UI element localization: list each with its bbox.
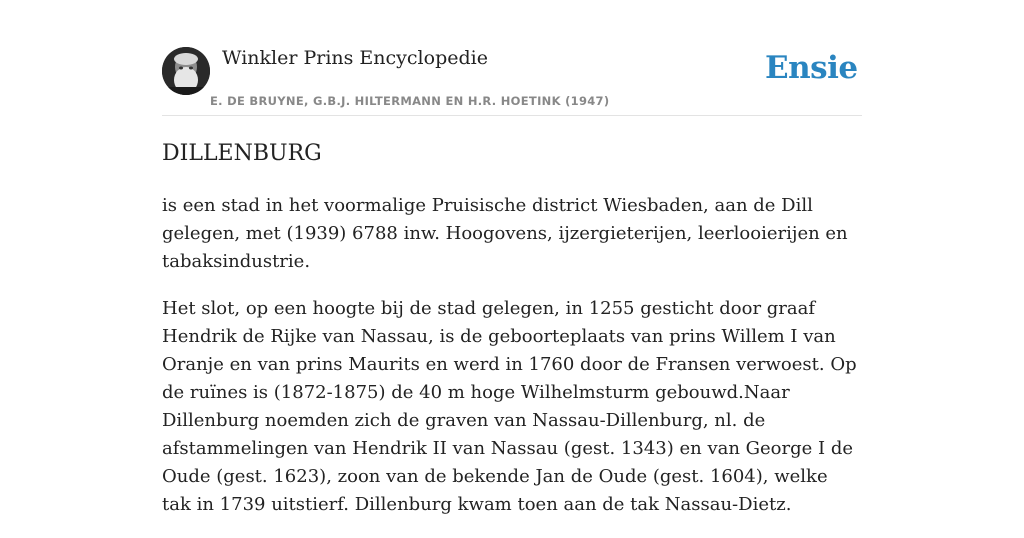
publication-title[interactable]: Winkler Prins Encyclopedie [222, 47, 488, 69]
article-headword: DILLENBURG [162, 141, 322, 166]
article-body [162, 192, 862, 538]
brand-logo[interactable]: Ensie [765, 50, 858, 86]
header-divider [162, 115, 862, 116]
author-portrait-avatar [162, 47, 210, 95]
author-portrait-icon [162, 47, 210, 95]
authors-line: E. DE BRUYNE, G.B.J. HILTERMANN EN H.R. HOETINK (1947) [210, 94, 610, 108]
article-paragraph: Het slot, op een hoogte bij de stad gelegen, in 1255 gesticht door graaf Hendrik de Rijke van Nassau, is de geboorteplaats van prins Willem I van Oranje en van prins Maurits en werd in 1760 door de Fransen verwoest. Op de ruïnes is (1872-1875) de 40 m hoge Wilhelmsturm gebouwd.Naar Dillenburg noemden zich de graven van Nassau-Dillenburg, nl. de afstammelingen van Hendrik II van Nassau (gest. 1343) en van George I de Oude (gest. 1623), zoon van de bekende Jan de Oude (gest. 1604), welke tak in 1739 uitstierf. Dillenburg kwam toen aan de tak Nassau-Dietz. [162, 298, 857, 515]
article-paragraph: is een stad in het voormalige Pruisische district Wiesbaden, aan de Dill gelegen, met (1939) 6788 inw. Hoogovens, ijzergieterijen, leerlooierijen en tabaksindustrie. [162, 195, 848, 272]
